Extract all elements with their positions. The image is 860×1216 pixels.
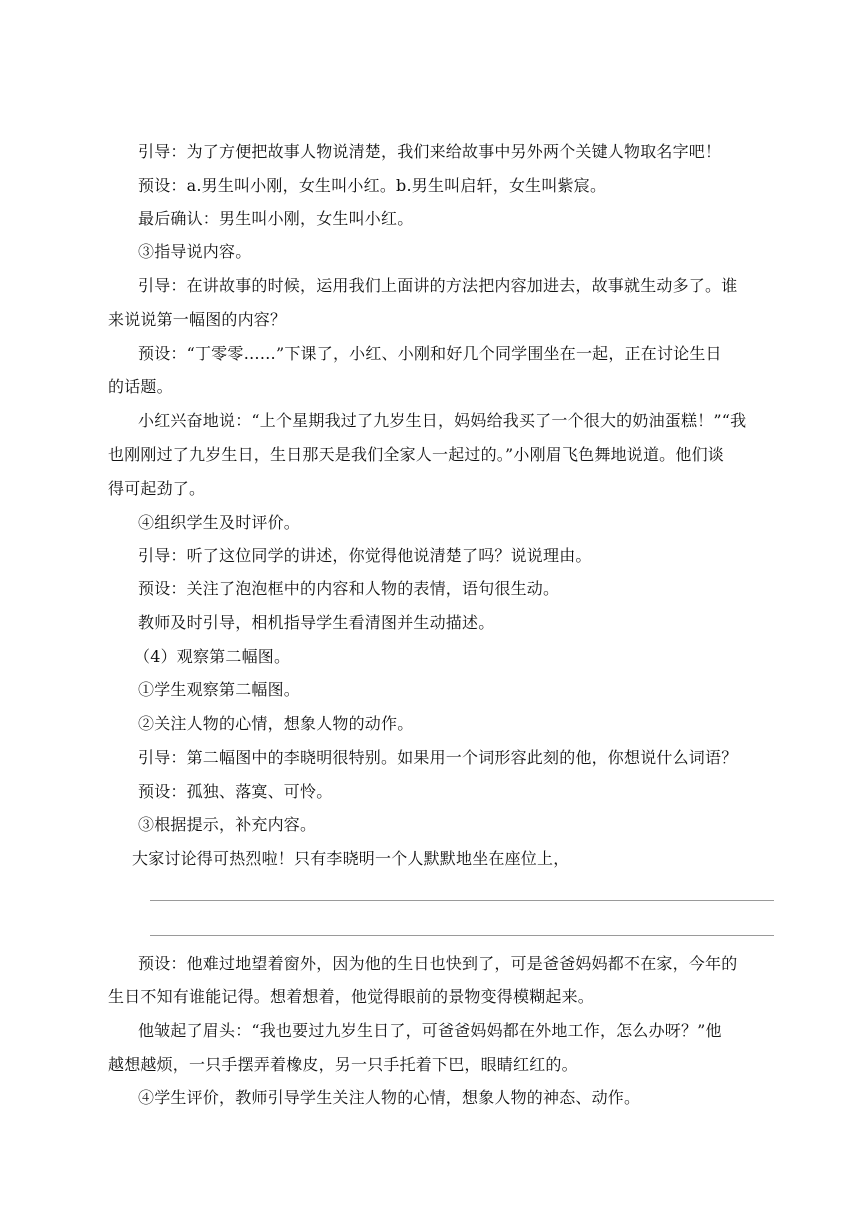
- paragraph: 教师及时引导，相机指导学生看清图并生动描述。: [138, 613, 495, 632]
- paragraph: ②关注人物的心情，想象人物的动作。: [138, 714, 414, 733]
- paragraph: ③根据提示，补充内容。: [138, 815, 317, 834]
- paragraph-continuation: 的话题。: [108, 377, 173, 396]
- paragraph-continuation: 越想越烦，一只手摆弄着橡皮，另一只手托着下巴，眼睛红红的。: [108, 1055, 578, 1074]
- paragraph-continuation: 生日不知有谁能记得。想着想着，他觉得眼前的景物变得模糊起来。: [108, 987, 595, 1006]
- blank-answer-line: [150, 900, 774, 901]
- blank-answer-line: [150, 935, 774, 936]
- paragraph: 预设：“丁零零……”下课了，小红、小刚和好几个同学围坐在一起，正在讨论生日: [138, 344, 722, 363]
- paragraph: 小红兴奋地说：“上个星期我过了九岁生日，妈妈给我买了一个很大的奶油蛋糕！”“我: [138, 411, 747, 430]
- paragraph-continuation: 得可起劲了。: [108, 479, 206, 498]
- paragraph: 大家讨论得可热烈啦！只有李晓明一个人默默地坐在座位上，: [132, 849, 570, 868]
- paragraph: 预设：他难过地望着窗外，因为他的生日也快到了，可是爸爸妈妈都不在家，今年的: [138, 954, 738, 973]
- paragraph: ④组织学生及时评价。: [138, 513, 301, 532]
- paragraph: 引导：第二幅图中的李晓明很特别。如果用一个词形容此刻的他，你想说什么词语？: [138, 748, 738, 767]
- paragraph: 他皱起了眉头：“我也要过九岁生日了，可爸爸妈妈都在外地工作，怎么办呀？”他: [138, 1021, 722, 1040]
- paragraph: 引导：在讲故事的时候，运用我们上面讲的方法把内容加进去，故事就生动多了。谁: [138, 276, 738, 295]
- paragraph: ①学生观察第二幅图。: [138, 680, 301, 699]
- paragraph: 预设：孤独、落寞、可怜。: [138, 782, 333, 801]
- paragraph: 引导：为了方便把故事人物说清楚，我们来给故事中另外两个关键人物取名字吧！: [138, 142, 722, 161]
- section-heading: （4）观察第二幅图。: [134, 647, 291, 666]
- paragraph: 最后确认：男生叫小刚，女生叫小红。: [138, 209, 414, 228]
- paragraph: 引导：听了这位同学的讲述，你觉得他说清楚了吗？说说理由。: [138, 546, 592, 565]
- paragraph: ③指导说内容。: [138, 242, 252, 261]
- paragraph-continuation: 来说说第一幅图的内容？: [108, 310, 287, 329]
- paragraph: 预设：关注了泡泡框中的内容和人物的表情，语句很生动。: [138, 579, 560, 598]
- paragraph: 预设：a.男生叫小刚，女生叫小红。b.男生叫启轩，女生叫紫宸。: [138, 176, 607, 195]
- paragraph-continuation: 也刚刚过了九岁生日，生日那天是我们全家人一起过的。”小刚眉飞色舞地说道。他们谈: [108, 445, 724, 464]
- paragraph: ④学生评价，教师引导学生关注人物的心情，想象人物的神态、动作。: [138, 1088, 641, 1107]
